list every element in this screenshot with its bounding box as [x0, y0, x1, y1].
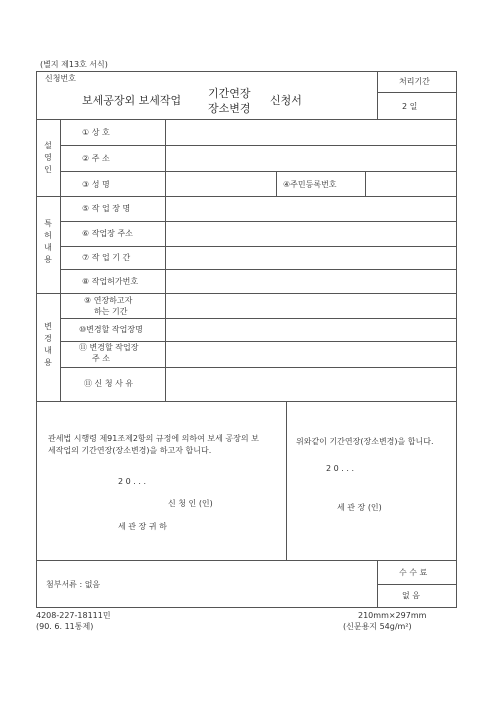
section-line — [36, 196, 457, 197]
title-option-change: 장소변경 — [208, 102, 251, 115]
label-reason: ⑪ 신 청 사 유 — [84, 379, 134, 388]
approval-date: 2 0 . . . — [326, 464, 354, 473]
label-permit-number: ⑧ 작업허가번호 — [82, 277, 139, 286]
label-work-site: ⑤ 작 업 장 명 — [82, 204, 131, 213]
paper-type: (신문용지 54g/m²) — [343, 622, 412, 631]
declaration-date: 2 0 . . . — [118, 477, 146, 486]
attachments-label: 첨부서류 : 없음 — [46, 580, 101, 589]
section-line — [36, 401, 457, 402]
label-new-site-name: ⑩변경할 작업장명 — [79, 325, 143, 334]
period-divider — [377, 92, 457, 93]
fee-value: 없 음 — [402, 591, 420, 600]
row-line — [60, 221, 457, 222]
fee-row-line — [377, 584, 457, 585]
section-column-line — [60, 119, 61, 401]
section-label-applicant: 설 영 인 — [44, 141, 52, 174]
rrn-divider-right — [365, 171, 366, 196]
section-line — [36, 293, 457, 294]
row-line — [60, 171, 457, 172]
applicant-signature-line: 신 청 인 (인) — [168, 499, 213, 508]
row-line — [60, 367, 457, 368]
label-resident-number: ④주민등록번호 — [283, 180, 337, 189]
label-column-line — [165, 119, 166, 401]
label-name: ③ 성 명 — [82, 180, 110, 189]
declaration-text-line1: 관세법 시행령 제91조제2항의 규정에 의하여 보세 공장의 보 — [48, 434, 259, 443]
row-line — [60, 341, 457, 342]
label-site-address: ⑥ 작업장 주소 — [82, 229, 133, 238]
row-line — [60, 318, 457, 319]
approval-note: (90. 6. 11통제) — [36, 622, 94, 631]
row-line — [60, 145, 457, 146]
declaration-bottom-line — [36, 560, 457, 561]
declaration-divider — [286, 401, 287, 560]
processing-period-label: 처리기간 — [399, 77, 430, 86]
rrn-divider-left — [276, 171, 277, 196]
title-bottom-line — [36, 119, 457, 120]
receipt-number-label: 신청번호 — [45, 74, 76, 83]
label-extend-period-line2: 하는 기간 — [94, 307, 128, 316]
fee-label: 수 수 료 — [399, 568, 428, 577]
label-extend-period-line1: ⑨ 연장하고자 — [84, 296, 133, 305]
form-number-label: (별지 제13호 서식) — [40, 60, 108, 69]
row-line — [60, 246, 457, 247]
title-suffix: 신청서 — [270, 94, 302, 107]
declaration-text-line2: 세작업의 기간연장(장소변경)을 하고자 합니다. — [48, 446, 212, 455]
approval-text: 위와같이 기간연장(장소변경)을 합니다. — [296, 437, 434, 446]
approval-signer: 세 관 장 (인) — [337, 503, 382, 512]
form-code: 4208-227-18111민 — [36, 611, 111, 620]
form-frame — [36, 71, 457, 608]
section-label-change: 변 경 내 용 — [44, 322, 52, 367]
label-new-site-address-line2: 주 소 — [92, 354, 110, 363]
addressee-customs-chief: 세 관 장 귀 하 — [118, 522, 167, 531]
paper-size: 210mm×297mm — [358, 611, 427, 620]
processing-period-value: 2 일 — [402, 102, 418, 111]
form-title: 보세공장외 보세작업 — [82, 94, 182, 107]
row-line — [60, 269, 457, 270]
label-new-site-address-line1: ⑪ 변경할 작업장 — [79, 343, 139, 352]
section-label-permit: 특 허 내 용 — [44, 219, 52, 264]
title-option-extension: 기간연장 — [208, 87, 251, 100]
label-address: ② 주 소 — [82, 154, 110, 163]
label-trade-name: ① 상 호 — [82, 128, 110, 137]
title-divider — [377, 71, 378, 119]
label-work-period: ⑦ 작 업 기 간 — [82, 253, 131, 262]
